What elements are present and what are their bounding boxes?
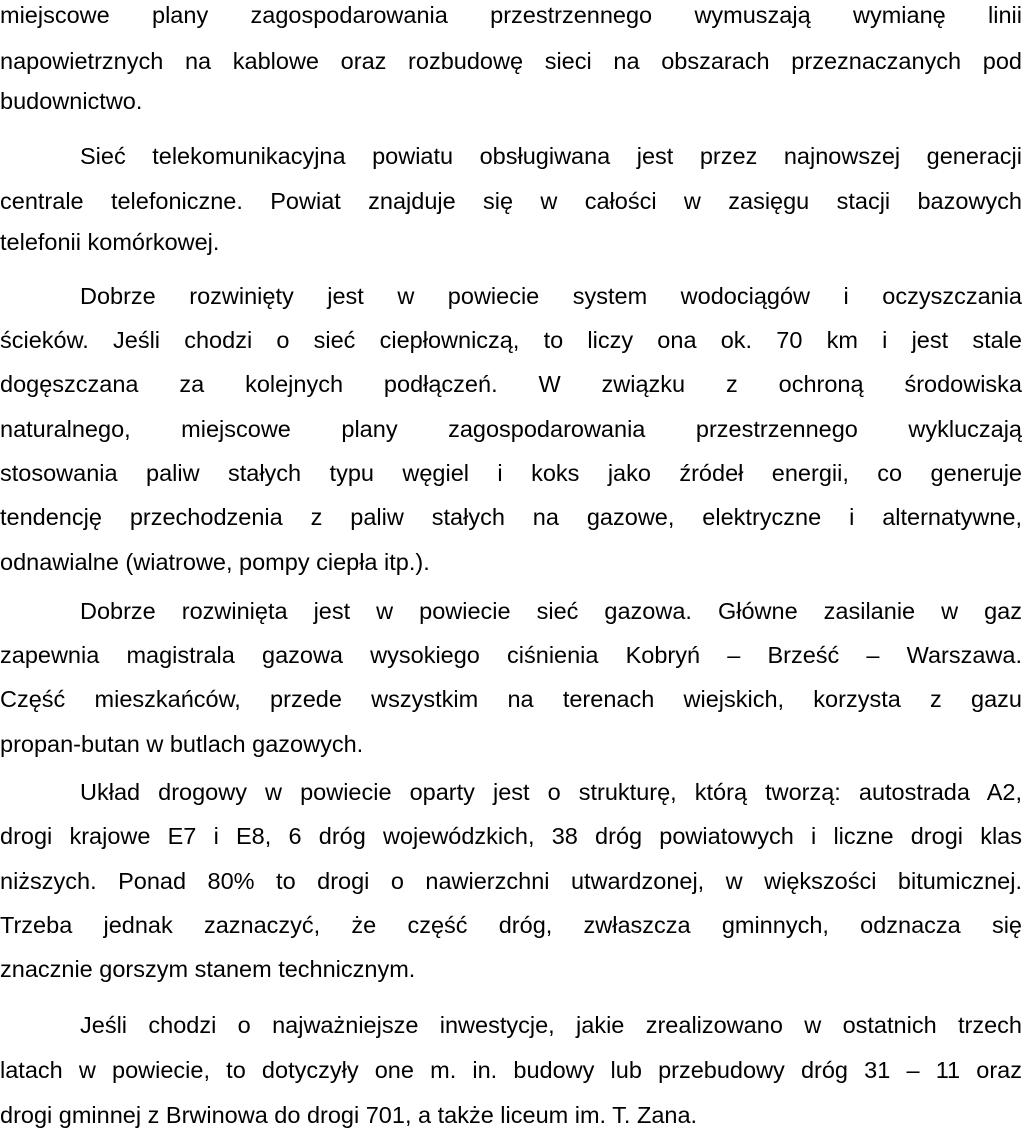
text-line: zapewnia magistrala gazowa wysokiego ciśnienia Kobryń – Brześć – Warszawa. <box>0 642 1022 668</box>
text-line: drogi gminnej z Brwinowa do drogi 701, a także liceum im. T. Zana. <box>0 1102 698 1128</box>
text-line: Część mieszkańców, przede wszystkim na terenach wiejskich, korzysta z gazu <box>0 686 1022 712</box>
text-line: dogęszczana za kolejnych podłączeń. W związku z ochroną środowiska <box>0 371 1022 397</box>
text-line: napowietrznych na kablowe oraz rozbudowę sieci na obszarach przeznaczanych pod <box>0 48 1022 74</box>
text-line: ścieków. Jeśli chodzi o sieć ciepłowniczą, to liczy ona ok. 70 km i jest stale <box>0 327 1022 353</box>
text-line: centrale telefoniczne. Powiat znajduje się w całości w zasięgu stacji bazowych <box>0 188 1022 214</box>
text-line: niższych. Ponad 80% to drogi o nawierzchni utwardzonej, w większości bitumicznej. <box>0 868 1022 894</box>
text-line: budownictwo. <box>0 88 143 114</box>
text-line: telefonii komórkowej. <box>0 229 220 255</box>
text-line: naturalnego, miejscowe plany zagospodarowania przestrzennego wykluczają <box>0 416 1022 442</box>
text-line: stosowania paliw stałych typu węgiel i koks jako źródeł energii, co generuje <box>0 460 1022 486</box>
paragraph-first-line: Sieć telekomunikacyjna powiatu obsługiwana jest przez najnowszej generacji <box>80 143 1022 169</box>
text-line: drogi krajowe E7 i E8, 6 dróg wojewódzkich, 38 dróg powiatowych i liczne drogi klas <box>0 823 1022 849</box>
text-line: znacznie gorszym stanem technicznym. <box>0 956 416 982</box>
paragraph-first-line: Jeśli chodzi o najważniejsze inwestycje, jakie zrealizowano w ostatnich trzech <box>80 1012 1022 1038</box>
paragraph-first-line: Układ drogowy w powiecie oparty jest o strukturę, którą tworzą: autostrada A2, <box>80 779 1022 805</box>
text-line: miejscowe plany zagospodarowania przestrzennego wymuszają wymianę linii <box>0 2 1022 28</box>
text-line: odnawialne (wiatrowe, pompy ciepła itp.). <box>0 549 430 575</box>
text-line: latach w powiecie, to dotyczyły one m. in. budowy lub przebudowy dróg 31 – 11 oraz <box>0 1057 1022 1083</box>
paragraph-first-line: Dobrze rozwinięty jest w powiecie system wodociągów i oczyszczania <box>80 283 1022 309</box>
text-line: propan-butan w butlach gazowych. <box>0 731 364 757</box>
text-line: tendencję przechodzenia z paliw stałych na gazowe, elektryczne i alternatywne, <box>0 504 1022 530</box>
text-line: Trzeba jednak zaznaczyć, że część dróg, zwłaszcza gminnych, odznacza się <box>0 912 1022 938</box>
paragraph-first-line: Dobrze rozwinięta jest w powiecie sieć gazowa. Główne zasilanie w gaz <box>80 598 1022 624</box>
